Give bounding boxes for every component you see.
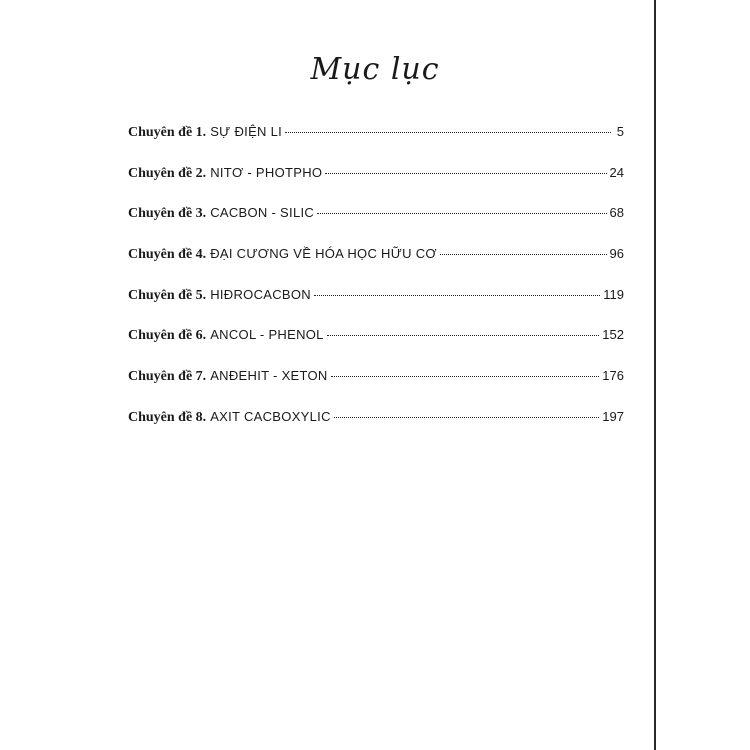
page-edge-divider xyxy=(654,0,656,750)
toc-entry-page: 197 xyxy=(602,408,624,424)
toc-entry-page: 68 xyxy=(609,205,624,221)
toc-entry-label: Chuyên đề 8. xyxy=(128,409,207,425)
toc-entry-title: AXIT CACBOXYLIC xyxy=(210,408,331,424)
toc-entry[interactable] xyxy=(128,287,624,328)
toc-entry-label: Chuyên đề 6. xyxy=(128,328,207,344)
page-title: Mục lục xyxy=(310,52,440,87)
toc-entry-label: Chuyên đề 3. xyxy=(128,206,207,222)
toc-entry-title: NITƠ - PHOTPHO xyxy=(210,164,323,180)
toc-dot-leader xyxy=(317,213,606,214)
toc-entry-page: 96 xyxy=(609,246,624,262)
toc-dot-leader xyxy=(325,173,606,174)
toc-entry[interactable] xyxy=(128,327,624,368)
toc-dot-leader xyxy=(440,254,607,255)
toc-entry-label: Chuyên đề 4. xyxy=(128,247,207,263)
toc-entry-title: ANĐEHIT - XETON xyxy=(210,368,328,384)
toc-dot-leader xyxy=(314,295,600,296)
toc-entry-title: CACBON - SILIC xyxy=(210,205,315,221)
toc-entry-label: Chuyên đề 2. xyxy=(128,165,207,181)
toc-entry-title: ANCOL - PHENOL xyxy=(210,327,324,343)
toc-entry-page: 152 xyxy=(602,327,624,343)
toc-entry-page: 119 xyxy=(603,286,624,302)
toc-entry-page: 24 xyxy=(609,164,624,180)
toc-entry-title: ĐẠI CƯƠNG VỀ HÓA HỌC HỮU CƠ xyxy=(210,246,437,262)
toc-entry-label: Chuyên đề 5. xyxy=(128,287,207,303)
toc-entry-label: Chuyên đề 7. xyxy=(128,369,207,385)
toc-entry[interactable] xyxy=(128,124,624,165)
toc-entry-title: SỰ ĐIỆN LI xyxy=(210,124,283,139)
toc-entry[interactable] xyxy=(128,368,624,409)
toc-entry-page: 176 xyxy=(602,368,624,384)
toc-entry-label: Chuyên đề 1. xyxy=(128,125,207,140)
table-of-contents xyxy=(128,124,624,450)
toc-dot-leader xyxy=(285,132,611,133)
toc-entry[interactable] xyxy=(128,205,624,246)
toc-entry-title: HIĐROCACBON xyxy=(210,286,311,302)
toc-dot-leader xyxy=(331,376,600,377)
toc-dot-leader xyxy=(327,335,600,336)
toc-entry-page: 5 xyxy=(616,124,624,139)
toc-dot-leader xyxy=(334,417,600,418)
toc-entry[interactable] xyxy=(128,246,624,287)
toc-entry[interactable] xyxy=(128,165,624,206)
toc-entry[interactable] xyxy=(128,409,624,450)
